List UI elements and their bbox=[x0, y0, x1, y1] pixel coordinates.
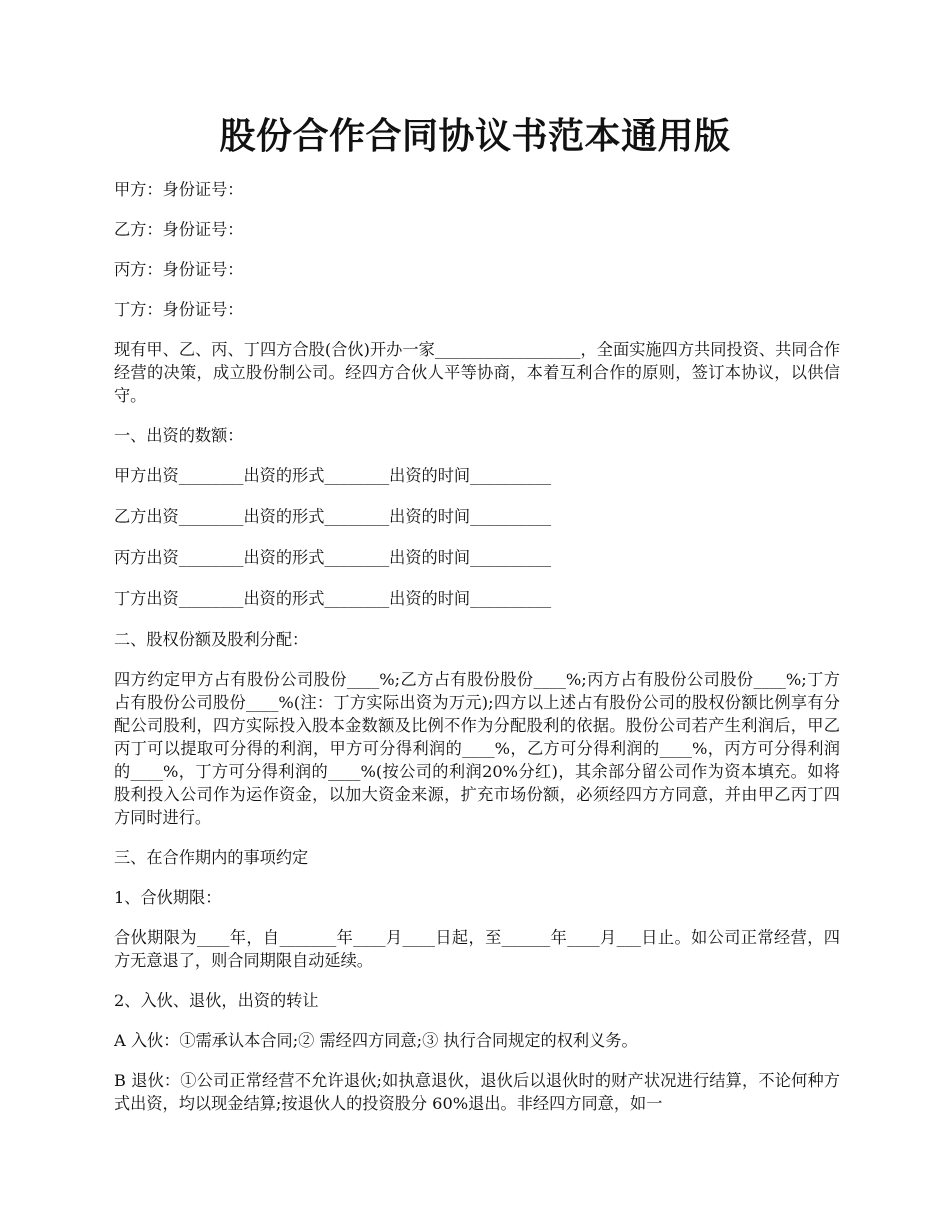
party-a-line: 甲方：身份证号： bbox=[114, 180, 244, 199]
intro-paragraph: 现有甲、乙、丙、丁四方合股(合伙)开办一家__________________，全面实施四方共同投资、共同合作经营的决策，成立股份制公司。经四方合伙人平等协商，本着互利合作的原则，签订本协议，以供信守。 bbox=[114, 340, 840, 405]
capital-line-a: 甲方出资________出资的形式________出资的时间__________ bbox=[114, 466, 552, 485]
party-d-line: 丁方：身份证号： bbox=[114, 300, 244, 319]
document-body bbox=[114, 178, 840, 1132]
subheading-join-exit: 2、入伙、退伙，出资的转让 bbox=[114, 991, 319, 1010]
capital-line-c: 丙方出资________出资的形式________出资的时间__________ bbox=[114, 548, 552, 567]
capital-line-d: 丁方出资________出资的形式________出资的时间__________ bbox=[114, 589, 552, 608]
shares-paragraph: 四方约定甲方占有股份公司股份____%;乙方占有股份股份____%;丙方占有股份公司股份____%;丁方占有股份公司股份____%(注：丁方实际出资为万元);四方以上述占有股份公司的股权份额比例享有分配公司股利，四方实际投入股本金数额及比例不作为分配股利的依据。股份公司若产生利润后，甲乙丙丁可以提取可分得的利润，甲方可分得利润的____%，乙方可分得利润的____%，丙方可分得利润的____%，丁方可分得利润的____%(按公司的利润20%分红)，其余部分留公司作为资本填充。如将股利投入公司作为运作资金，以加大资金来源，扩充市场份额，必须经四方方同意，并由甲乙丙丁四方同时进行。 bbox=[114, 670, 840, 827]
party-b-line: 乙方：身份证号： bbox=[114, 220, 244, 239]
join-paragraph: A 入伙：①需承认本合同;② 需经四方同意;③ 执行合同规定的权利义务。 bbox=[114, 1031, 638, 1050]
section-heading-shares: 二、股权份额及股利分配： bbox=[114, 630, 309, 649]
subheading-term: 1、合伙期限： bbox=[114, 888, 222, 907]
capital-line-b: 乙方出资________出资的形式________出资的时间__________ bbox=[114, 507, 552, 526]
term-paragraph: 合伙期限为____年，自_______年____月____日起，至______年____月___日止。如公司正常经营，四方无意退了，则合同期限自动延续。 bbox=[114, 928, 840, 970]
document-title: 股份合作合同协议书范本通用版 bbox=[219, 115, 731, 157]
exit-paragraph: B 退伙：①公司正常经营不允许退伙;如执意退伙，退伙后以退伙时的财产状况进行结算，不论何种方式出资，均以现金结算;按退伙人的投资股分 60%退出。非经四方同意，如一 bbox=[114, 1071, 840, 1113]
party-c-line: 丙方：身份证号： bbox=[114, 260, 244, 279]
section-heading-capital: 一、出资的数额： bbox=[114, 426, 244, 445]
section-heading-terms: 三、在合作期内的事项约定 bbox=[114, 848, 309, 867]
